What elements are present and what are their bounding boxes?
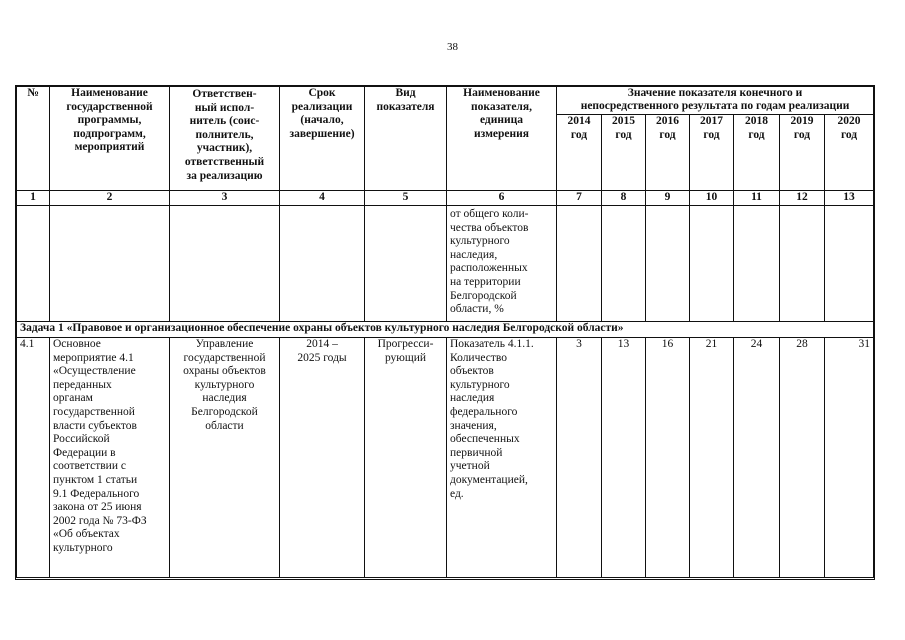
table-cell [734, 206, 780, 322]
task-row [17, 322, 874, 338]
value-2020: 31 [825, 338, 874, 578]
column-number: 13 [825, 191, 874, 206]
row-number: 4.1 [17, 338, 50, 578]
header-year-2018: 2018 год [734, 115, 780, 191]
value-2014: 3 [557, 338, 602, 578]
value-2019: 28 [780, 338, 825, 578]
header-year-2014: 2014 год [557, 115, 602, 191]
column-number: 6 [447, 191, 557, 206]
indicator-table-frame [15, 85, 875, 580]
value-2018: 24 [734, 338, 780, 578]
table-cell [365, 206, 447, 322]
header-program-name: Наименование государственной программы, подпрограмм, мероприятий [50, 87, 170, 191]
table-cell [690, 206, 734, 322]
continuation-indicator-text: от общего коли- чества объектов культурного наследия, расположенных на территории Белгородской области, % [447, 206, 557, 322]
measure-name: Основное мероприятие 4.1 «Осуществление переданных органам государственной власти субъектов Российской Федерации в соответствии с пунктом 1 статьи 9.1 Федерального закона от 25 июня 2002 года № 73-ФЗ «Об объектах культурного [50, 338, 170, 578]
header-indicator-type: Вид показателя [365, 87, 447, 191]
table-row-4-1 [17, 338, 874, 578]
column-number: 10 [690, 191, 734, 206]
column-numbers-row [17, 191, 874, 206]
continuation-row [17, 206, 874, 322]
indicator-type: Прогресси- рующий [365, 338, 447, 578]
header-indicator-name: Наименование показателя, единица измерения [447, 87, 557, 191]
column-number: 9 [646, 191, 690, 206]
column-number: 2 [50, 191, 170, 206]
header-year-2015: 2015 год [602, 115, 646, 191]
header-year-2019: 2019 год [780, 115, 825, 191]
column-number: 5 [365, 191, 447, 206]
table-cell [602, 206, 646, 322]
column-number: 11 [734, 191, 780, 206]
table-cell [50, 206, 170, 322]
value-2015: 13 [602, 338, 646, 578]
table-cell [17, 206, 50, 322]
header-year-2017: 2017 год [690, 115, 734, 191]
column-number: 4 [280, 191, 365, 206]
indicator-name: Показатель 4.1.1. Количество объектов культурного наследия федерального значения, обеспеченных первичной учетной документацией, ед. [447, 338, 557, 578]
implementation-period: 2014 – 2025 годы [280, 338, 365, 578]
indicator-table [16, 86, 874, 578]
task-title: Задача 1 «Правовое и организационное обеспечение охраны объектов культурного наследия Белгородской области» [17, 322, 874, 338]
header-executor: Ответствен- ный испол- нитель (соис- полнитель, участник), ответственный за реализацию [170, 87, 280, 191]
header-number: № [17, 87, 50, 191]
table-cell [780, 206, 825, 322]
header-year-2016: 2016 год [646, 115, 690, 191]
column-number: 8 [602, 191, 646, 206]
value-2016: 16 [646, 338, 690, 578]
header-period: Срок реализации (начало, завершение) [280, 87, 365, 191]
header-row-top [17, 87, 874, 115]
value-2017: 21 [690, 338, 734, 578]
page-number: 38 [447, 41, 458, 53]
table-cell [646, 206, 690, 322]
header-values-group: Значение показателя конечного и непосредственного результата по годам реализации [557, 87, 874, 115]
table-cell [557, 206, 602, 322]
responsible-executor: Управление государственной охраны объектов культурного наследия Белгородской области [170, 338, 280, 578]
column-number: 1 [17, 191, 50, 206]
column-number: 7 [557, 191, 602, 206]
table-cell [825, 206, 874, 322]
column-number: 3 [170, 191, 280, 206]
table-bottom-border [15, 579, 875, 580]
header-year-2020: 2020 год [825, 115, 874, 191]
table-cell [280, 206, 365, 322]
column-number: 12 [780, 191, 825, 206]
table-cell [170, 206, 280, 322]
